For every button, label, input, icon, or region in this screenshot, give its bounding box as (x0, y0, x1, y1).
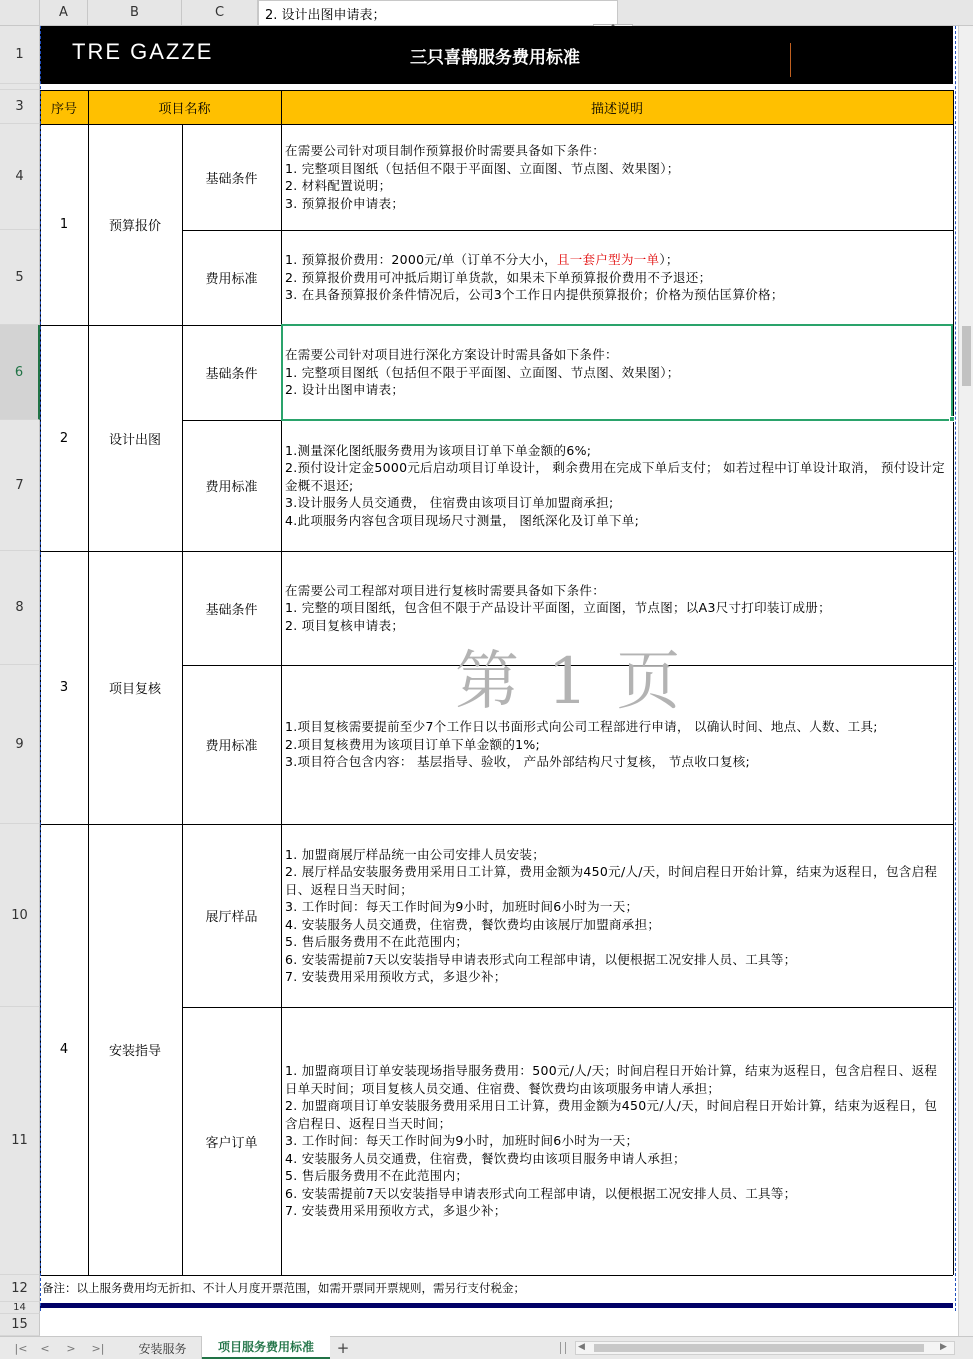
desc-line: 5. 售后服务费用不在此范围内； (285, 1168, 469, 1184)
horizontal-scrollbar[interactable] (575, 1341, 955, 1355)
desc-line: 1. 完整项目图纸（包括但不限于平面图、立面图、节点图、效果图）； (285, 160, 680, 176)
row-header-15[interactable]: 15 (0, 1314, 40, 1336)
desc-line-text: 1. 预算报价费用：2000元/单（订单不分大小， (285, 252, 557, 268)
sub-label-design-basic[interactable]: 基础条件 (205, 367, 258, 382)
desc-line: 1. 加盟商展厅样品统一由公司安排人员安装； (285, 846, 546, 862)
grid-line (281, 90, 282, 1275)
brand-logo: TRE GAZZE (72, 39, 214, 64)
add-sheet-button[interactable]: + (336, 1339, 350, 1357)
desc-line: 1. 完整的项目图纸，包含但不限于产品设计平面图，立面图，节点图；以A3尺寸打印装订成册； (285, 600, 831, 616)
desc-line: 3. 工作时间：每天工作时间为9小时，加班时间6小时为一天； (285, 899, 639, 914)
desc-showroom[interactable] (281, 824, 953, 1007)
group-seq-1[interactable]: 1 (59, 217, 69, 232)
sub-label-review-fee[interactable]: 费用标准 (205, 739, 258, 754)
page-break-line (955, 26, 956, 1311)
scroll-left-icon[interactable]: ◀ (578, 1342, 585, 1352)
formula-bar-overlay[interactable] (258, 0, 618, 26)
grid-line (40, 124, 953, 125)
page-title: 三只喜鹊服务费用标准 (410, 48, 580, 68)
scrollbar-thumb[interactable] (962, 326, 971, 386)
group-seq-2[interactable]: 2 (59, 430, 69, 446)
desc-line: 1.项目复核需要提前至少7个工作日以书面形式向公司工程部进行申请， 以确认时间、地点、人数、工具; (285, 719, 878, 735)
desc-line: 1.测量深化图纸服务费用为该项目订单下单金额的6%; (285, 442, 592, 458)
grid-line (182, 1007, 953, 1008)
grid-line (40, 551, 953, 552)
sub-label-budget-fee[interactable]: 费用标准 (205, 272, 258, 287)
selected-cell-outline (281, 324, 953, 421)
grid-line (40, 1275, 953, 1276)
next-sheet-button[interactable]: > (66, 1341, 76, 1355)
tab-split-handle[interactable] (560, 1342, 566, 1354)
desc-line: 2.项目复核费用为该项目订单下单金额的1%; (285, 736, 541, 752)
grid-line (40, 90, 953, 91)
sub-label-showroom[interactable]: 展厅样品 (205, 910, 258, 925)
desc-line: 2. 预算报价费用可冲抵后期订单货款，如果未下单预算报价费用不予退还； (285, 269, 712, 285)
header-seq: 序号 (50, 101, 77, 117)
title-banner (40, 26, 953, 84)
desc-line: 3. 在具备预算报价条件情况后，公司3个工作日内提供预算报价；价格为预估匡算价格； (285, 287, 784, 303)
desc-line: 2. 展厅样品安装服务费用采用日工计算，费用金额为450元/人/天，时间启程日开始计算，结束为返程日，包含启程日、返程日当天时间； (285, 864, 938, 897)
group-name-1[interactable]: 预算报价 (108, 219, 161, 234)
header-description: 描述说明 (590, 101, 643, 117)
desc-line: 6. 安装需提前7天以安装指导申请表形式向工程部申请，以便根据工况安排人员、工具等； (285, 1185, 797, 1201)
desc-line: 4. 安装服务人员交通费，住宿费，餐饮费均由该项目服务申请人承担； (285, 1150, 686, 1166)
desc-line: 6. 安装需提前7天以安装指导申请表形式向工程部申请，以便根据工况安排人员、工具等； (285, 951, 797, 967)
highlight-text: 且一套户型为一单 (556, 252, 660, 268)
select-all-corner[interactable] (0, 0, 40, 26)
grid-line (182, 124, 183, 1275)
desc-line: 3. 工作时间：每天工作时间为9小时，加班时间6小时为一天； (285, 1133, 639, 1149)
desc-line: 2.预付设计定金5000元后启动项目订单设计， 剩余费用在完成下单后支付； 如若过程中订单设计取消， 预付设计定金概不退还; (285, 460, 945, 493)
grid-line (40, 824, 953, 825)
formula-bar-text: 2. 设计出图申请表； (265, 7, 386, 23)
footer-note[interactable]: 备注：以上服务费用均无折扣、不计人月度开票范围，如需开票同开票规则，需另行支付税金； (42, 1281, 525, 1295)
group-name-2[interactable]: 设计出图 (108, 432, 161, 448)
sheet-tab-install[interactable]: 安装服务 (124, 1337, 202, 1359)
desc-line: 4. 安装服务人员交通费，住宿费，餐饮费均由该展厅加盟商承担； (285, 916, 661, 932)
desc-line: 2. 材料配置说明； (285, 178, 392, 193)
group-seq-4[interactable]: 4 (59, 1042, 69, 1057)
row-header-5[interactable]: 5 (0, 230, 40, 325)
prev-sheet-button[interactable]: < (40, 1341, 50, 1355)
desc-line: 2. 设计出图申请表； (285, 382, 405, 398)
sheet-tab-bar (0, 1336, 973, 1359)
desc-line-suffix: ）； (659, 252, 679, 268)
row-header-3[interactable]: 3 (0, 90, 40, 124)
desc-line: 5. 售后服务费用不在此范围内； (285, 934, 469, 949)
h-scrollbar-thumb[interactable] (594, 1344, 924, 1352)
desc-line: 3.项目符合包含内容： 基层指导、验收， 产品外部结构尺寸复核， 节点收口复核; (285, 754, 751, 770)
desc-line: 3.设计服务人员交通费， 住宿费由该项目订单加盟商承担; (285, 495, 614, 511)
desc-line: 1. 完整项目图纸（包括但不限于平面图、立面图、节点图、效果图）； (285, 364, 680, 380)
row-header-9[interactable]: 9 (0, 665, 40, 824)
row-header-4[interactable]: 4 (0, 124, 40, 230)
vertical-scrollbar[interactable] (958, 26, 973, 1336)
row-header-12[interactable]: 12 (0, 1275, 40, 1302)
desc-line: 4.此项服务内容包含项目现场尺寸测量， 图纸深化及订单下单; (285, 512, 640, 528)
desc-budget-fee[interactable] (281, 230, 953, 325)
scroll-right-icon[interactable]: ▶ (940, 1342, 947, 1352)
desc-line: 在需要公司工程部对项目进行复核时需要具备如下条件： (285, 582, 606, 598)
desc-line: 2. 加盟商项目订单安装服务费用采用日工计算，费用金额为450元/人/天，时间启程日开始计算，结束为返程日，包含启程日、返程日当天时间； (285, 1098, 938, 1131)
column-header-a[interactable]: A (40, 0, 88, 26)
row-header-11[interactable]: 11 (0, 1007, 40, 1275)
desc-line: 在需要公司针对项目制作预算报价时需要具备如下条件： (285, 143, 606, 158)
desc-line: 7. 安装费用采用预收方式，多退少补； (285, 969, 507, 984)
desc-line: 在需要公司针对项目进行深化方案设计时需具备如下条件： (285, 347, 618, 363)
page-watermark: 第 1 页 (455, 645, 685, 719)
sub-label-budget-basic[interactable]: 基础条件 (205, 171, 258, 187)
sub-label-design-fee[interactable]: 费用标准 (205, 480, 258, 495)
desc-design-fee[interactable] (281, 420, 953, 551)
desc-line (285, 251, 947, 269)
first-sheet-button[interactable]: |< (14, 1341, 28, 1355)
group-seq-3[interactable]: 3 (59, 680, 69, 695)
sub-label-customer-order[interactable]: 客户订单 (205, 1135, 258, 1151)
row-header-14[interactable]: 14 (0, 1302, 40, 1314)
desc-line: 1. 加盟商项目订单安装现场指导服务费用：500元/人/天；时间启程日开始计算，结束为返程日，包含启程日、返程日单天时间；项目复核人员交通、住宿费、餐饮费均由该项服务申请人承担； (285, 1063, 938, 1096)
group-name-4[interactable]: 安装指导 (108, 1044, 161, 1059)
grid-line (88, 90, 89, 1275)
column-header-c[interactable]: C (182, 0, 258, 26)
desc-line: 2. 项目复核申请表； (285, 617, 405, 633)
row-header-7[interactable]: 7 (0, 420, 40, 551)
row-header-6[interactable]: 6 (0, 325, 40, 420)
page-break-line (40, 26, 41, 1311)
sheet-tab-service-fee[interactable]: 项目服务费用标准 (202, 1336, 330, 1359)
last-sheet-button[interactable]: >| (91, 1341, 105, 1355)
sub-label-review-basic[interactable]: 基础条件 (205, 602, 258, 618)
grid-line (953, 90, 954, 1275)
row-header-10[interactable]: 10 (0, 824, 40, 1007)
page-break-bar (40, 1303, 953, 1308)
column-header-rest (618, 0, 973, 26)
desc-budget-basic[interactable] (281, 124, 953, 230)
header-item-name: 项目名称 (158, 101, 211, 117)
row-header-1[interactable]: 1 (0, 26, 40, 84)
desc-customer-order[interactable] (281, 1007, 953, 1275)
desc-line: 7. 安装费用采用预收方式，多退少补； (285, 1203, 507, 1219)
banner-divider (790, 43, 791, 77)
grid-line (182, 230, 953, 231)
group-name-3[interactable]: 项目复核 (108, 682, 161, 697)
row-header-8[interactable]: 8 (0, 551, 40, 665)
column-header-b[interactable]: B (88, 0, 182, 26)
desc-line: 3. 预算报价申请表； (285, 195, 405, 211)
